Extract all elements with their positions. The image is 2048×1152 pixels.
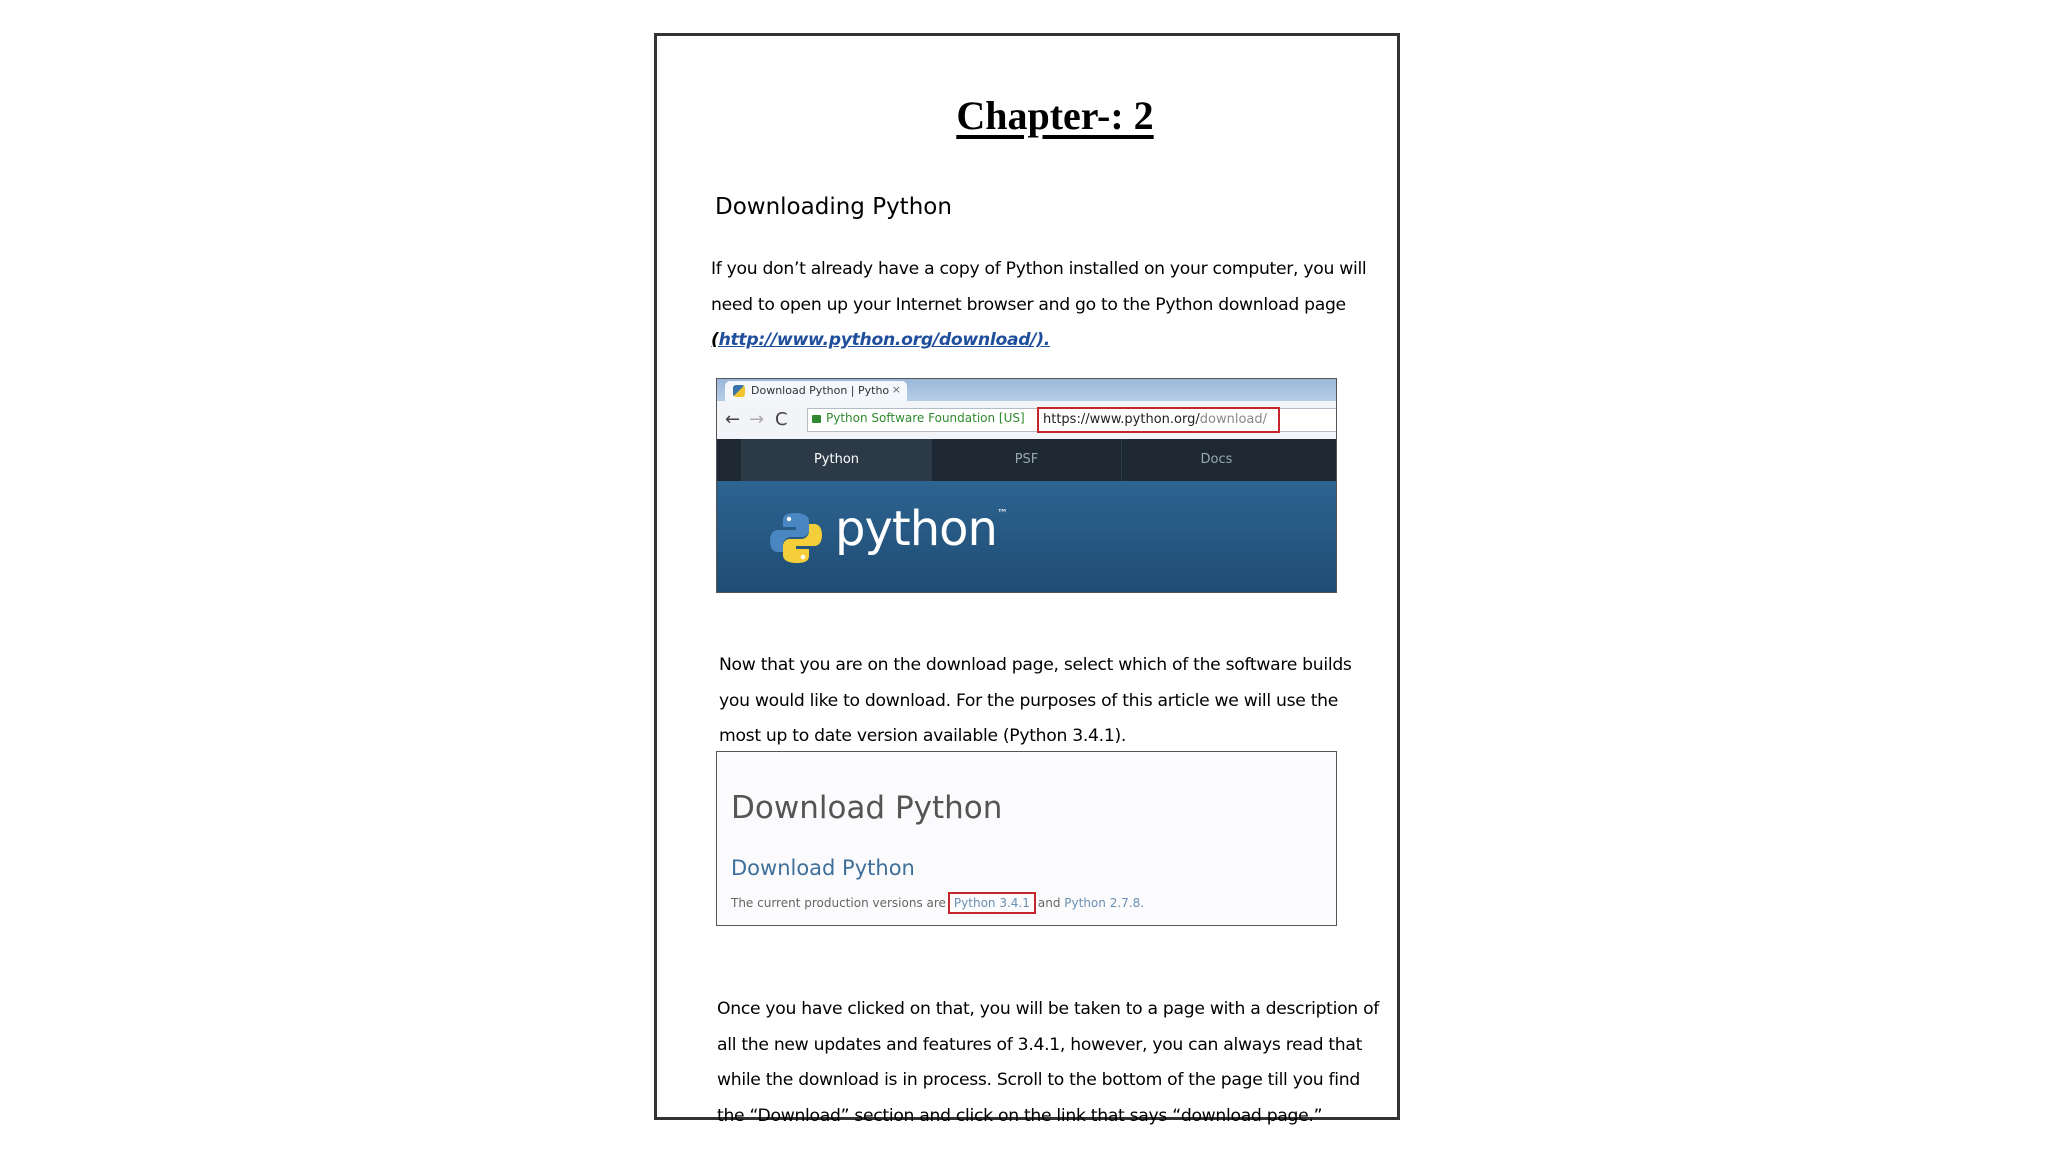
python-download-link[interactable]: http://www.python.org/download/).: [718, 330, 1051, 350]
next-line-3: while the download is in process. Scroll to the bottom of the page till you find: [717, 1070, 1360, 1090]
reload-icon[interactable]: C: [775, 409, 788, 430]
python-banner: [717, 481, 1336, 592]
versions-prefix: The current production versions are: [731, 896, 946, 910]
builds-line-2: you would like to download. For the purposes of this article we will use the: [719, 690, 1339, 711]
download-screenshot: [716, 751, 1337, 926]
builds-paragraph: [719, 648, 1352, 755]
site-nav-docs[interactable]: Docs: [1121, 439, 1311, 481]
python-341-link[interactable]: Python 3.4.1: [953, 896, 1030, 910]
url-path: download/: [1199, 412, 1267, 427]
download-title: Download Python: [731, 790, 1003, 826]
intro-line-3: [711, 323, 1366, 359]
url-host: https://www.python.org/: [1043, 412, 1200, 427]
intro-paragraph: [711, 252, 1366, 359]
browser-tab[interactable]: [725, 381, 907, 401]
python-word: python: [835, 501, 997, 557]
download-versions-text: [731, 892, 1144, 914]
cert-label: Python Software Foundation [US]: [826, 411, 1025, 425]
next-line-2: all the new updates and features of 3.4.1, however, you can always read that: [717, 1034, 1363, 1055]
version-highlight-box: [948, 892, 1036, 914]
next-line-4: the “Download” section and click on the link that says “download page.”: [717, 1105, 1323, 1126]
next-steps-paragraph: [717, 992, 1379, 1134]
link-open-paren: (: [711, 330, 719, 350]
site-nav-psf[interactable]: PSF: [931, 439, 1121, 481]
python-favicon-icon: [733, 385, 745, 397]
back-arrow-icon[interactable]: ←: [725, 409, 741, 430]
browser-tab-bar: [717, 379, 1336, 401]
chapter-title: Chapter-: 2: [956, 93, 1154, 138]
python-logo-icon: [769, 511, 823, 565]
intro-line-1: If you don’t already have a copy of Python installed on your computer, you will: [711, 259, 1367, 279]
python-278-link[interactable]: Python 2.7.8.: [1064, 896, 1145, 910]
tab-close-icon[interactable]: ×: [891, 383, 901, 396]
tab-title: Download Python | Pytho: [751, 384, 890, 397]
download-subtitle[interactable]: Download Python: [731, 856, 915, 880]
forward-arrow-icon[interactable]: →: [749, 409, 765, 430]
site-nav: [717, 439, 1336, 481]
address-bar[interactable]: [807, 408, 1337, 432]
intro-line-2: need to open up your Internet browser and go to the Python download page: [711, 294, 1346, 315]
site-nav-python[interactable]: Python: [741, 439, 931, 481]
versions-and: and: [1037, 896, 1061, 910]
lock-icon: [812, 415, 821, 423]
browser-screenshot: [716, 378, 1337, 593]
site-certificate: [812, 411, 1025, 429]
trademark: ™: [996, 507, 1007, 520]
section-heading: Downloading Python: [715, 194, 952, 220]
builds-line-1: Now that you are on the download page, select which of the software builds: [719, 655, 1352, 675]
builds-line-3: most up to date version available (Python 3.4.1).: [719, 726, 1127, 746]
url-highlight: [1037, 407, 1280, 433]
document-page: [654, 33, 1400, 1126]
next-line-1: Once you have clicked on that, you will be taken to a page with a description of: [717, 999, 1380, 1019]
browser-toolbar: [717, 401, 1336, 440]
python-wordmark: [835, 501, 1007, 557]
